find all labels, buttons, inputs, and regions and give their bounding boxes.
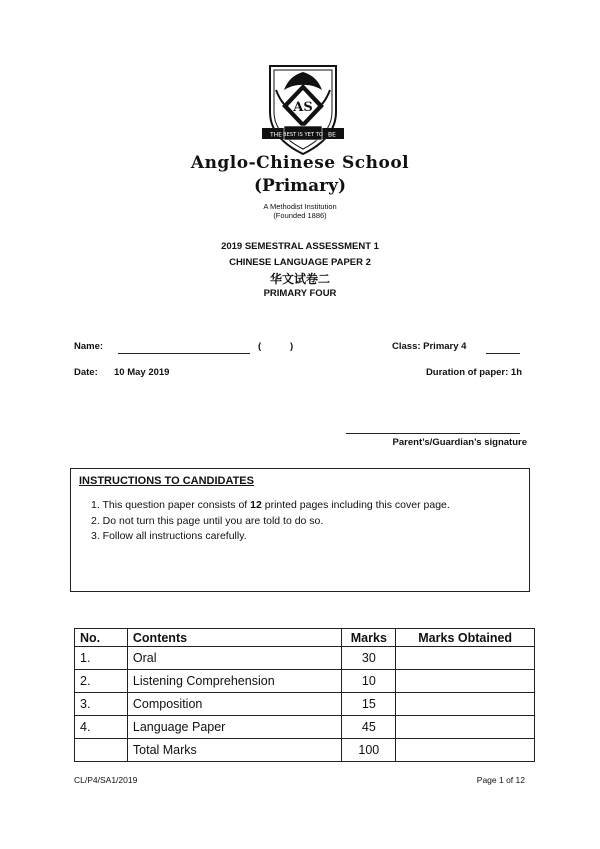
instruction-item: 2. Do not turn this page until you are told to do so. bbox=[91, 514, 324, 527]
school-section: (Primary) bbox=[253, 176, 347, 196]
founded-text: (Founded 1886) bbox=[273, 211, 327, 220]
paper-title-chinese: 华文试卷二 bbox=[269, 272, 330, 286]
row-no: 1. bbox=[75, 647, 128, 670]
row-marks: 15 bbox=[342, 693, 396, 716]
row-no: 4. bbox=[75, 716, 128, 739]
school-name: Anglo-Chinese School bbox=[190, 153, 410, 173]
instructions-list bbox=[91, 499, 450, 546]
svg-text:THE: THE bbox=[270, 131, 282, 139]
row-contents: Language Paper bbox=[127, 716, 341, 739]
duration-text: Duration of paper: 1h bbox=[425, 367, 522, 378]
assessment-title: 2019 SEMESTRAL ASSESSMENT 1 bbox=[221, 241, 379, 252]
svg-text:AS: AS bbox=[293, 100, 313, 115]
school-crest-logo bbox=[262, 60, 344, 160]
row-marks-obtained[interactable] bbox=[396, 647, 535, 670]
index-paren-close: ) bbox=[290, 341, 294, 352]
class-field[interactable] bbox=[486, 341, 520, 354]
svg-text:BEST IS YET TO: BEST IS YET TO bbox=[283, 132, 323, 138]
total-no bbox=[75, 739, 128, 762]
row-marks-obtained[interactable] bbox=[396, 693, 535, 716]
name-field[interactable] bbox=[118, 341, 250, 354]
svg-text:BE: BE bbox=[328, 131, 336, 139]
total-marks-obtained[interactable] bbox=[396, 739, 535, 762]
total-marks: 100 bbox=[342, 739, 396, 762]
row-contents: Listening Comprehension bbox=[127, 670, 341, 693]
instruction-item: 1. This question paper consists of 12 printed pages including this cover page. bbox=[91, 499, 450, 511]
col-header-no: No. bbox=[75, 629, 128, 647]
table-row bbox=[75, 693, 535, 716]
col-header-marks-obtained: Marks Obtained bbox=[396, 629, 535, 647]
date-value: 10 May 2019 bbox=[114, 367, 170, 378]
level-title: PRIMARY FOUR bbox=[263, 288, 337, 299]
total-label: Total Marks bbox=[127, 739, 341, 762]
signature-line[interactable] bbox=[346, 433, 520, 434]
table-total-row bbox=[75, 739, 535, 762]
col-header-contents: Contents bbox=[127, 629, 341, 647]
row-marks: 45 bbox=[342, 716, 396, 739]
table-row bbox=[75, 716, 535, 739]
signature-label: Parent’s/Guardian’s signature bbox=[392, 437, 527, 448]
table-header-row bbox=[75, 629, 535, 647]
col-header-marks: Marks bbox=[342, 629, 396, 647]
row-contents: Oral bbox=[127, 647, 341, 670]
paper-code: CL/P4/SA1/2019 bbox=[74, 775, 138, 785]
index-paren-open: ( bbox=[258, 341, 262, 352]
table-row bbox=[75, 670, 535, 693]
methodist-text: A Methodist Institution bbox=[263, 202, 337, 211]
date-label: Date: bbox=[74, 367, 98, 378]
paper-title: CHINESE LANGUAGE PAPER 2 bbox=[229, 257, 371, 268]
class-label: Class: Primary 4 bbox=[392, 341, 467, 352]
page-number: Page 1 of 12 bbox=[476, 775, 525, 785]
instructions-box bbox=[70, 468, 530, 592]
instructions-title: INSTRUCTIONS TO CANDIDATES bbox=[79, 475, 254, 487]
row-marks-obtained[interactable] bbox=[396, 716, 535, 739]
row-contents: Composition bbox=[127, 693, 341, 716]
name-label: Name: bbox=[74, 341, 104, 352]
row-marks-obtained[interactable] bbox=[396, 670, 535, 693]
row-no: 2. bbox=[75, 670, 128, 693]
row-marks: 30 bbox=[342, 647, 396, 670]
row-marks: 10 bbox=[342, 670, 396, 693]
marks-table bbox=[74, 628, 535, 762]
table-row bbox=[75, 647, 535, 670]
instruction-item: 3. Follow all instructions carefully. bbox=[91, 530, 247, 542]
row-no: 3. bbox=[75, 693, 128, 716]
